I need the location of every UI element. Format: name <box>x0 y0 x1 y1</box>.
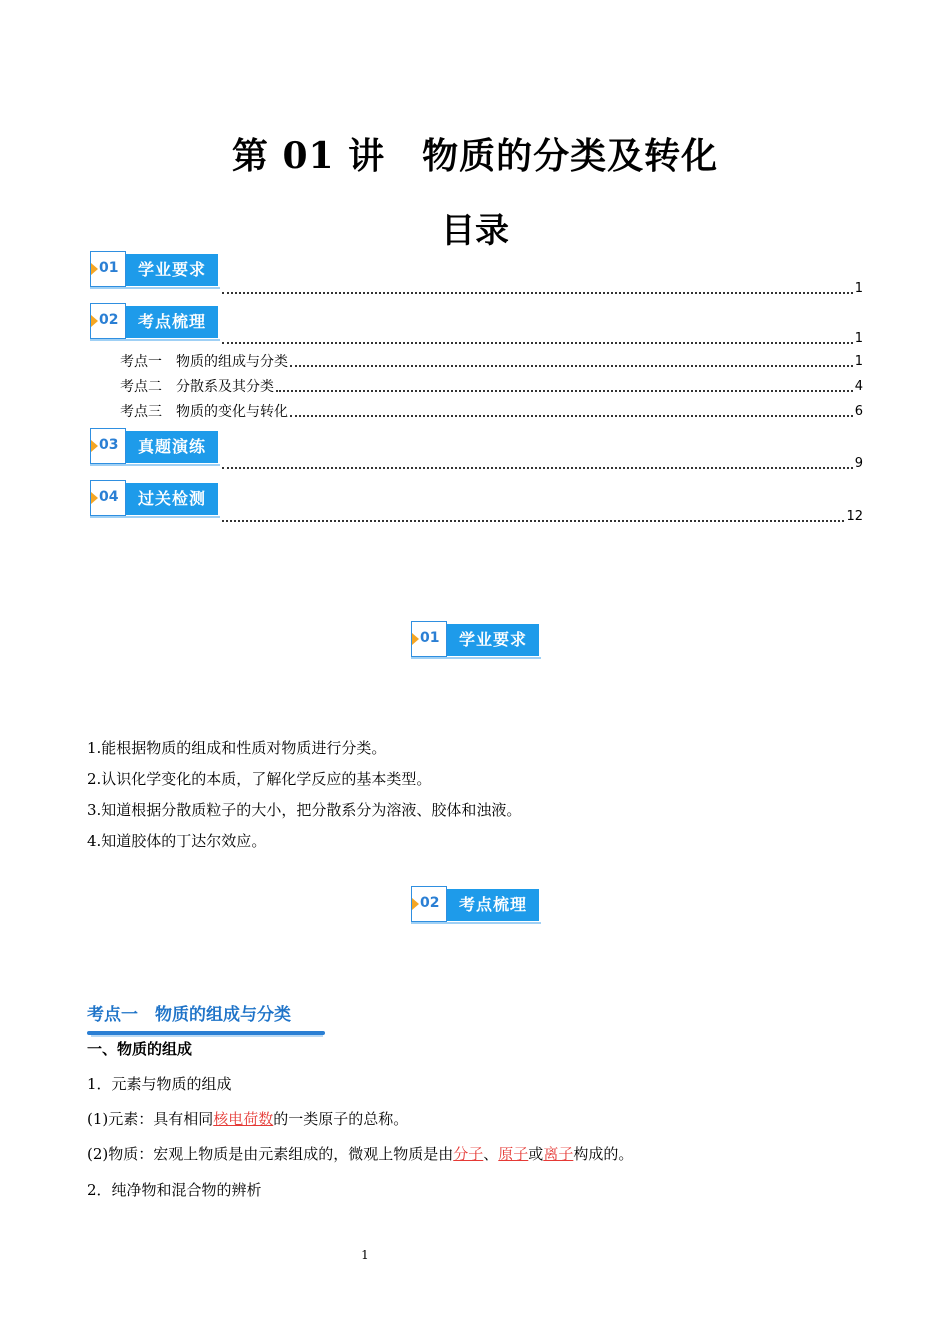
requirements-list <box>87 733 521 857</box>
body-line-2 <box>87 1108 408 1129</box>
badge-number: 04 <box>99 489 119 505</box>
body-line-3 <box>87 1143 633 1164</box>
toc-title: 目录 <box>441 211 509 251</box>
text: (1)元素：具有相同 <box>87 1110 214 1128</box>
badge-underline <box>90 464 220 466</box>
toc-entry-04[interactable] <box>220 508 863 526</box>
badge-underline <box>90 516 220 518</box>
badge-label: 过关检测 <box>126 483 218 515</box>
toc-subentry-2[interactable] <box>120 378 863 396</box>
toc-entry-03[interactable] <box>220 455 863 473</box>
toc-page-number: 1 <box>854 354 863 369</box>
toc-page-number: 1 <box>854 331 863 346</box>
requirement-item: 4.知道胶体的丁达尔效应。 <box>87 832 267 850</box>
arrow-icon <box>91 440 98 452</box>
toc-subentry-label: 考点二 分散系及其分类 <box>120 379 274 395</box>
toc-leader-dots <box>222 342 853 344</box>
badge-label: 考点梳理 <box>447 889 539 921</box>
toc-subentry-3[interactable] <box>120 403 863 421</box>
toc-page-number: 1 <box>854 281 863 296</box>
answer-blank: 离子 <box>543 1145 574 1163</box>
text: 或 <box>528 1145 544 1163</box>
requirement-item: 1.能根据物质的组成和性质对物质进行分类。 <box>87 739 387 757</box>
badge-underline <box>411 922 541 924</box>
answer-blank: 分子 <box>453 1145 484 1163</box>
badge-label: 考点梳理 <box>126 306 218 338</box>
text: 的一类原子的总称。 <box>273 1110 409 1128</box>
toc-subentry-label: 考点三 物质的变化与转化 <box>120 404 288 420</box>
toc-page-number: 9 <box>854 456 863 471</box>
keypoint-title: 考点一 物质的组成与分类 <box>87 1005 291 1025</box>
badge-label: 真题演练 <box>126 431 218 463</box>
answer-blank: 核电荷数 <box>213 1110 274 1128</box>
toc-page-number: 12 <box>846 509 863 524</box>
text: 构成的。 <box>573 1145 634 1163</box>
badge-underline <box>411 657 541 659</box>
toc-page-number: 4 <box>854 379 863 394</box>
requirement-item: 2.认识化学变化的本质，了解化学反应的基本类型。 <box>87 770 432 788</box>
toc-leader-dots <box>222 467 853 469</box>
toc-leader-dots <box>222 520 844 522</box>
page-number: 1 <box>361 1248 369 1262</box>
toc-entry-02[interactable] <box>220 330 863 348</box>
arrow-icon <box>412 898 419 910</box>
badge-number: 01 <box>99 260 119 276</box>
section-badge-requirements <box>411 621 541 659</box>
toc-subentry-1[interactable] <box>120 353 863 371</box>
toc-badge-03[interactable] <box>90 428 220 466</box>
toc-badge-04[interactable] <box>90 480 220 518</box>
badge-label: 学业要求 <box>126 254 218 286</box>
arrow-icon <box>412 633 419 645</box>
toc-subentry-label: 考点一 物质的组成与分类 <box>120 354 288 370</box>
keypoint-title-underline-shadow <box>91 1035 323 1037</box>
badge-number: 02 <box>420 895 440 911</box>
toc-badge-02[interactable] <box>90 303 220 341</box>
body-line-1: 1．元素与物质的组成 <box>87 1075 232 1093</box>
text: (2)物质：宏观上物质是由元素组成的，微观上物质是由 <box>87 1145 454 1163</box>
arrow-icon <box>91 315 98 327</box>
text: 、 <box>483 1145 499 1163</box>
toc-entry-01[interactable] <box>220 280 863 298</box>
body-line-4: 2．纯净物和混合物的辨析 <box>87 1181 262 1199</box>
toc-page-number: 6 <box>854 404 863 419</box>
arrow-icon <box>91 263 98 275</box>
section-heading: 一、物质的组成 <box>87 1040 193 1058</box>
badge-number: 03 <box>99 437 119 453</box>
section-badge-keypoints <box>411 886 541 924</box>
arrow-icon <box>91 492 98 504</box>
badge-number: 01 <box>420 630 440 646</box>
toc-leader-dots <box>276 390 853 392</box>
requirement-item: 3.知道根据分散质粒子的大小，把分散系分为溶液、胶体和浊液。 <box>87 801 522 819</box>
toc-leader-dots <box>290 365 853 367</box>
badge-underline <box>90 287 220 289</box>
toc-leader-dots <box>222 292 853 294</box>
badge-underline <box>90 339 220 341</box>
toc-badge-01[interactable] <box>90 251 220 289</box>
answer-blank: 原子 <box>498 1145 529 1163</box>
badge-label: 学业要求 <box>447 624 539 656</box>
badge-number: 02 <box>99 312 119 328</box>
document-title: 第 01 讲 物质的分类及转化 <box>231 135 719 177</box>
toc-leader-dots <box>290 415 853 417</box>
